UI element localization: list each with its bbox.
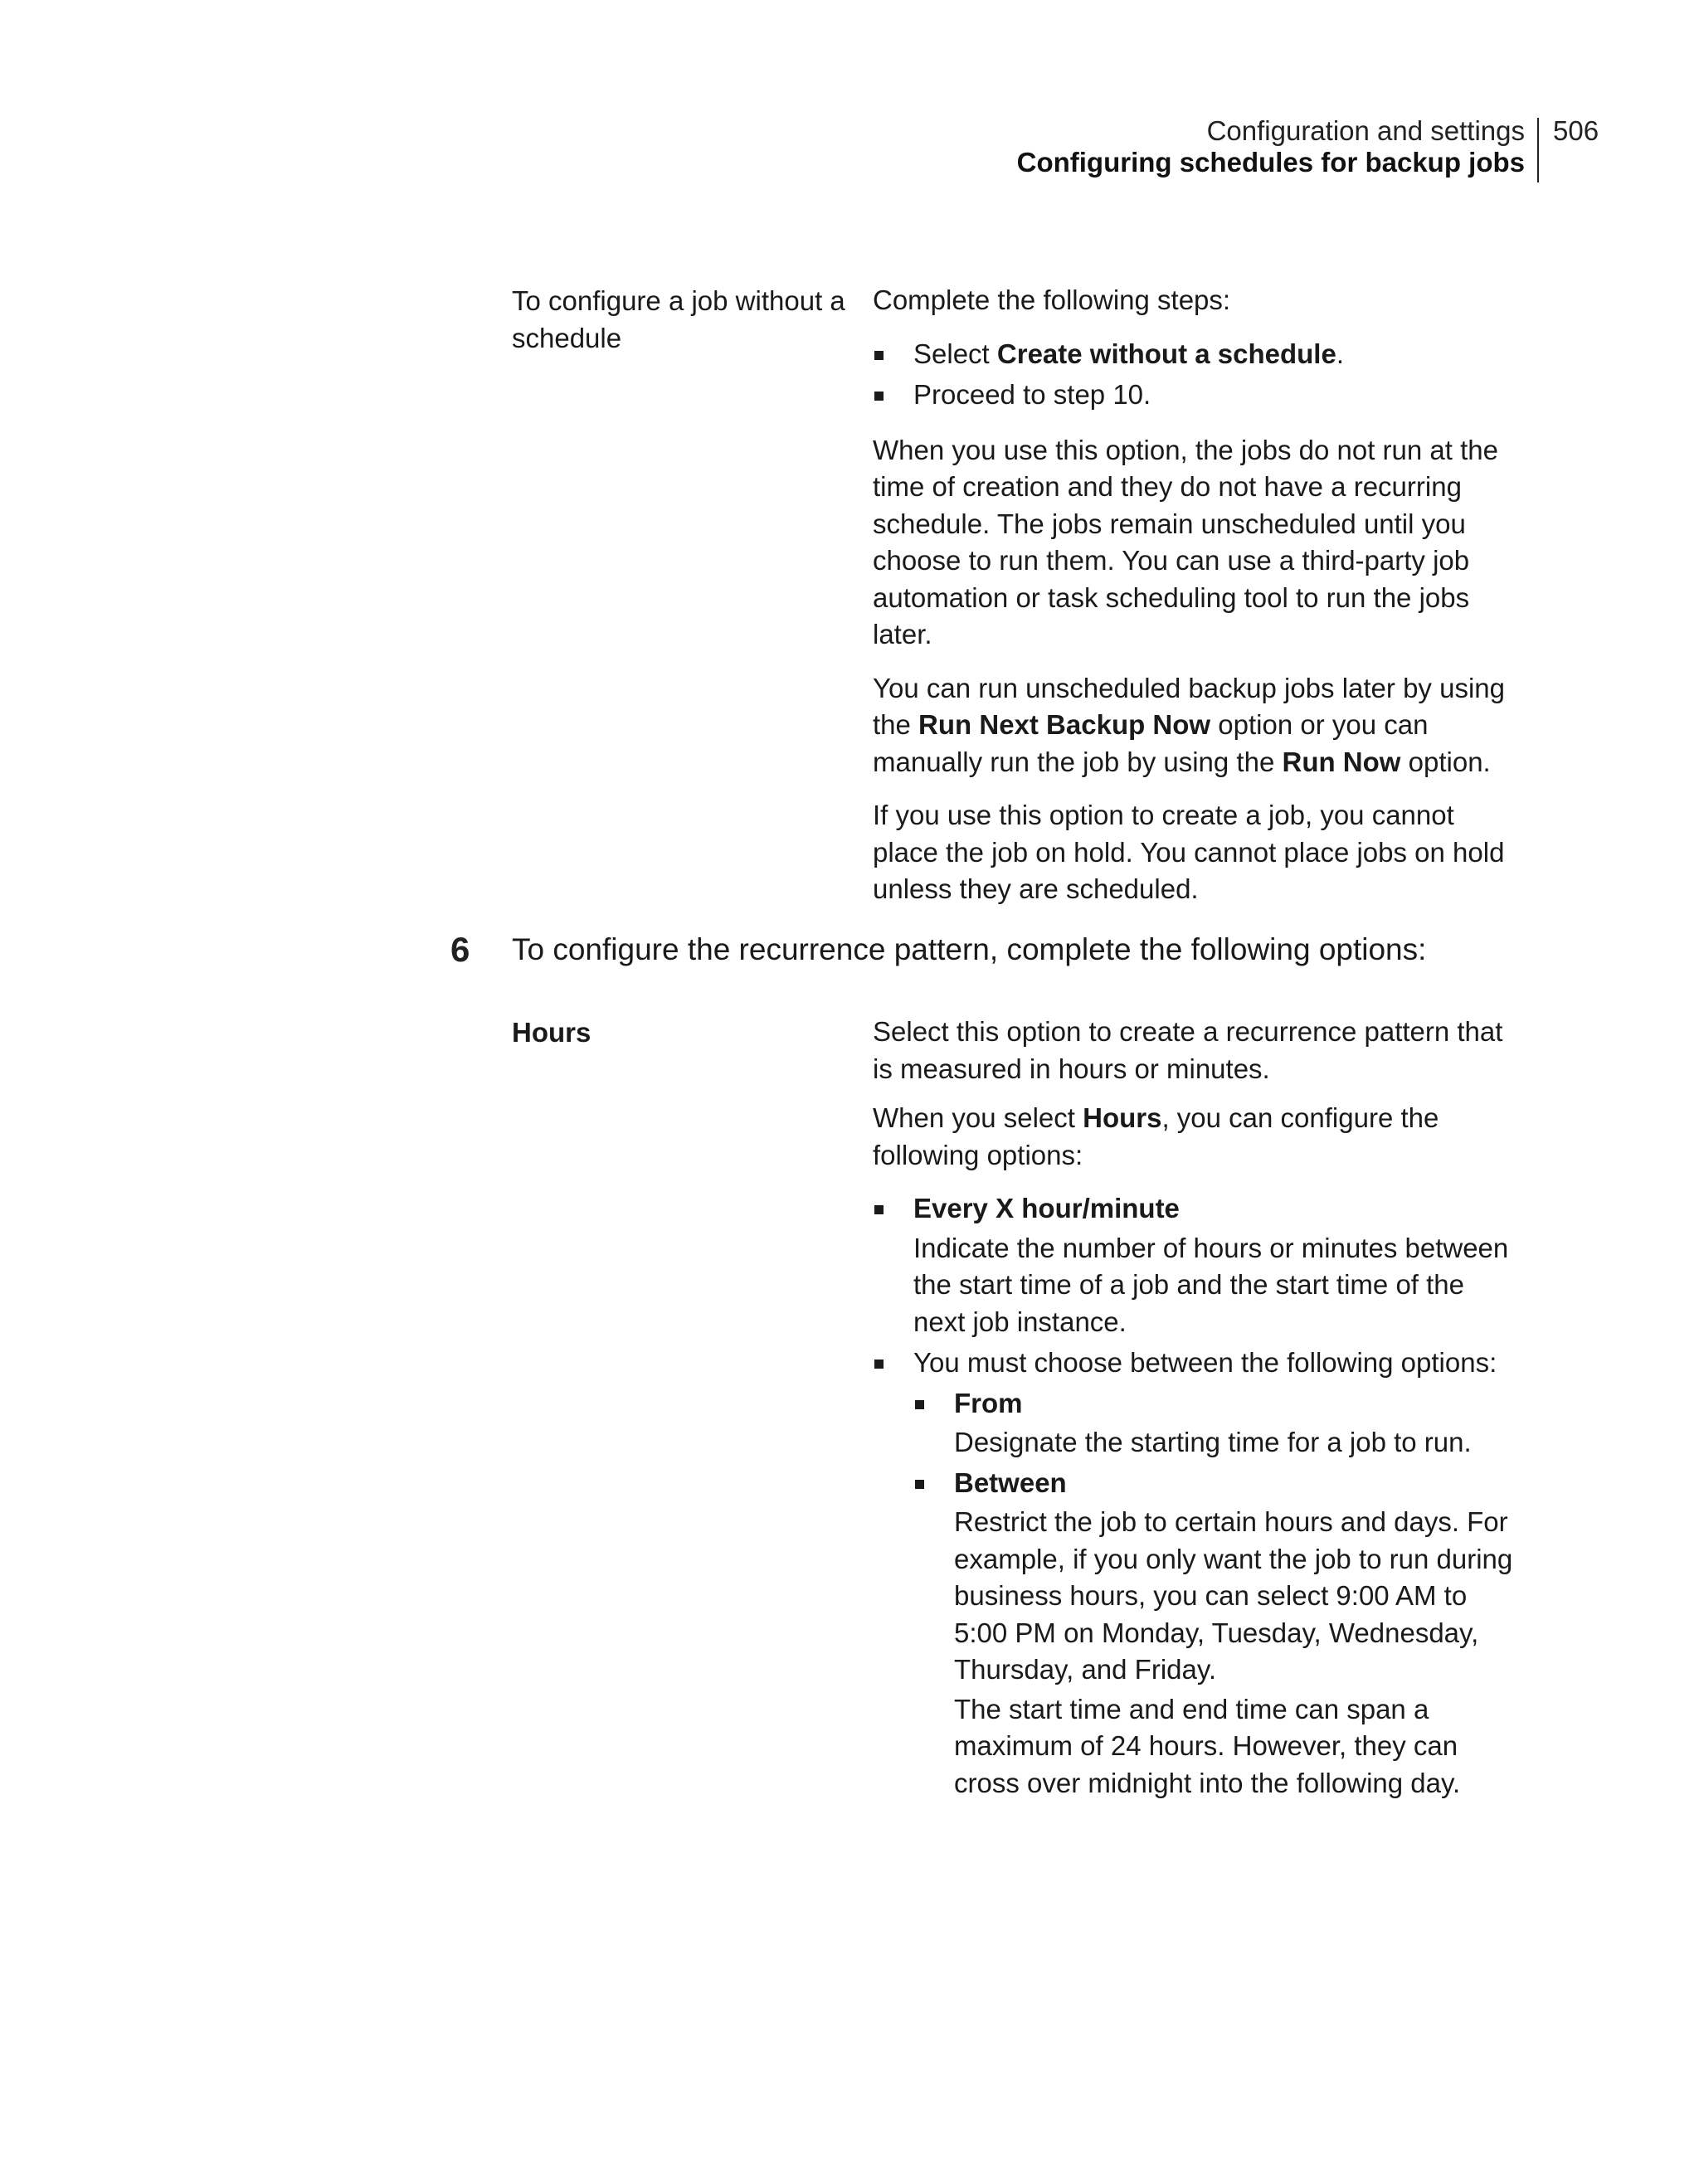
page-number: 506 xyxy=(1553,115,1599,146)
list-item-description: Designate the starting time for a job to run. xyxy=(954,1427,1472,1457)
option-description-no-schedule xyxy=(873,282,1520,908)
paragraph: When you use this option, the jobs do not run at the time of creation and they do not have a recurring schedule. The jobs remain unscheduled until you choose to run them. You can use a third-party job automation or task scheduling tool to run the jobs later. xyxy=(873,434,1498,649)
sub-list-item xyxy=(913,1465,1520,1802)
paragraph: If you use this option to create a job, you cannot place the job on hold. You cannot place jobs on hold unless they are scheduled. xyxy=(873,800,1505,904)
list-item-description: Restrict the job to certain hours and days. For example, if you only want the job to run during business hours, you can select 9:00 AM to 5:00 PM on Monday, Tuesday, Wednesday, Thursday, and Friday. xyxy=(954,1506,1513,1685)
list-item xyxy=(873,1190,1520,1340)
option-label-no-schedule: To configure a job without a schedule xyxy=(512,285,845,353)
bullet-square-icon xyxy=(915,1400,924,1409)
ui-term: Run Now xyxy=(1282,746,1401,777)
list-item: Select Create without a schedule. xyxy=(873,336,1520,373)
paragraph: When you select Hours, you can configure the following options: xyxy=(873,1102,1439,1170)
paragraph: You can run unscheduled backup jobs later by using the Run Next Backup Now option or you can manually run the job by using the Run Now option. xyxy=(873,672,1505,777)
list-item-title: From xyxy=(954,1387,1023,1418)
paragraph: Select this option to create a recurrence pattern that is measured in hours or minutes. xyxy=(873,1016,1503,1084)
list-item-title: Every X hour/minute xyxy=(913,1193,1180,1223)
option-label-hours: Hours xyxy=(512,1017,591,1048)
list-item-title: Between xyxy=(954,1467,1067,1498)
sub-list-item xyxy=(913,1385,1520,1462)
running-header-section: Configuring schedules for backup jobs xyxy=(1016,147,1525,178)
ui-term: Run Next Backup Now xyxy=(918,709,1211,740)
step-instruction: To configure the recurrence pattern, complete the following options: xyxy=(512,932,1427,966)
step-number: 6 xyxy=(450,930,470,969)
ui-term: Hours xyxy=(1083,1102,1162,1133)
bullet-square-icon xyxy=(874,392,884,401)
list-item-description: The start time and end time can span a maximum of 24 hours. However, they can cross over midnight into the following day. xyxy=(954,1693,1461,1798)
bullet-square-icon xyxy=(874,351,884,360)
list-item: You must choose between the following options: From Designate the starting time for a job to run. Between Restrict the job to certain hours and days. For example, if you only want the job to run during business hours, you can select 9:00 AM to 5:00 PM on Monday, Tuesday, Wednesday, Thursday, and Friday. The start time and end time can span a maximum of 24 hours. However, they can cross over midnight into the following day. xyxy=(873,1345,1520,1802)
list-item: Proceed to step 10. xyxy=(873,377,1520,414)
running-header-chapter: Configuration and settings xyxy=(1206,115,1525,146)
bullet-square-icon xyxy=(915,1480,924,1489)
bullet-square-icon xyxy=(874,1205,884,1214)
ui-term: Create without a schedule xyxy=(996,338,1336,369)
bullet-square-icon xyxy=(874,1360,884,1369)
header-divider xyxy=(1537,118,1539,182)
steps-intro: Complete the following steps: xyxy=(873,285,1231,315)
list-item-description: Indicate the number of hours or minutes between the start time of a job and the start time of the next job instance. xyxy=(913,1232,1509,1337)
option-description-hours xyxy=(873,1014,1520,1802)
